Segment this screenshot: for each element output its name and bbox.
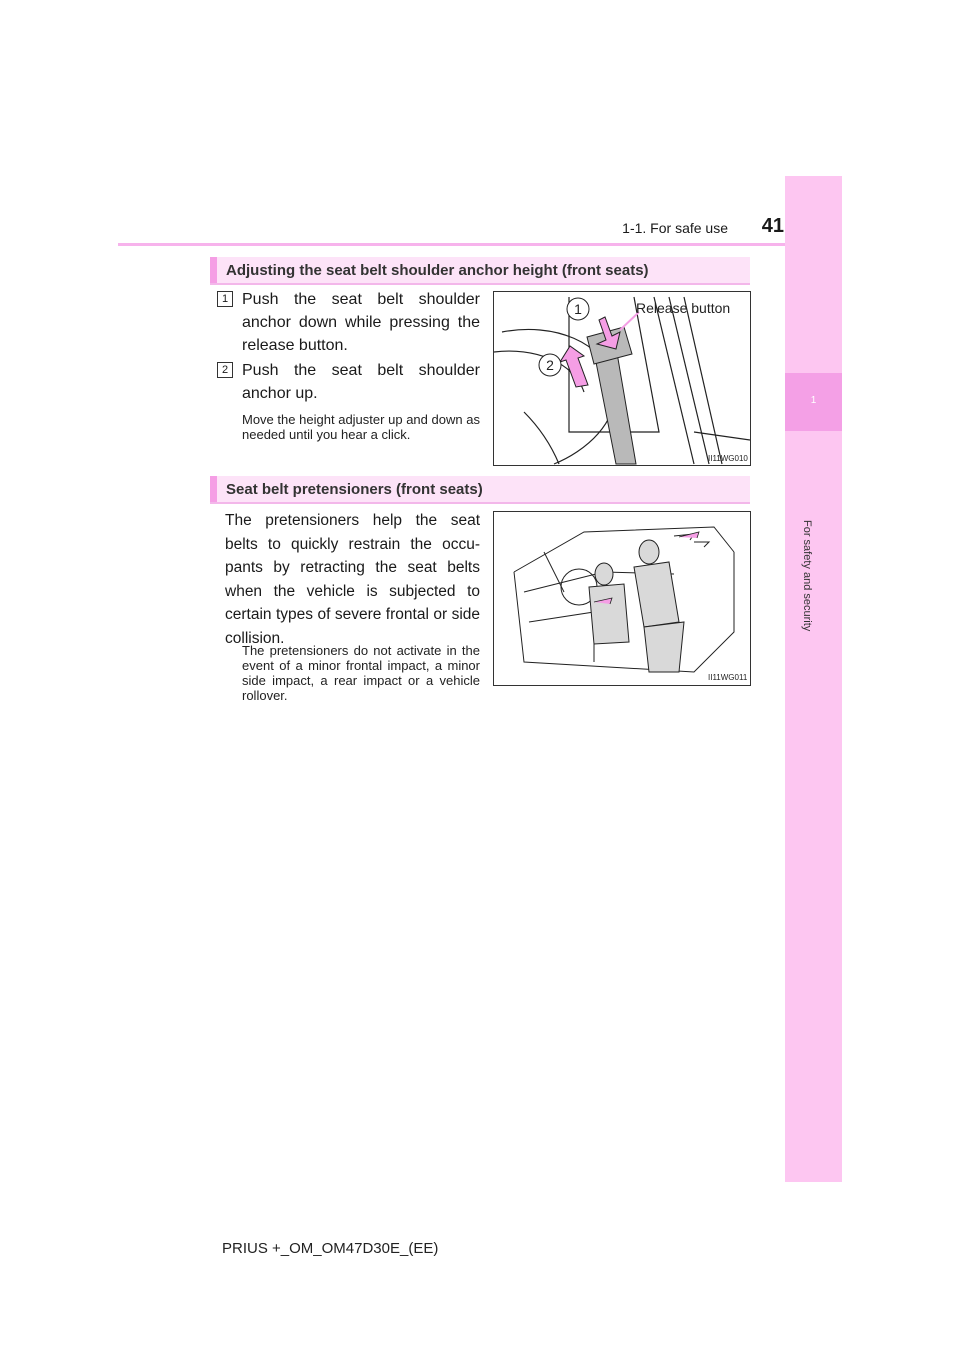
pretensioner-illustration [493, 511, 751, 686]
step-note: Move the height adjuster up and down as needed until you hear a click. [242, 412, 480, 442]
figure-code: II11WG011 [708, 673, 748, 682]
shoulder-anchor-illustration [493, 291, 751, 466]
header-divider [118, 243, 842, 246]
section-heading-text: Adjusting the seat belt shoulder anchor height (front seats) [226, 262, 649, 279]
page-number: 41 [761, 215, 784, 237]
header-section-title: 1-1. For safe use [622, 220, 728, 236]
section-heading-shoulder-anchor [210, 257, 750, 285]
figure-code: II11WG010 [708, 454, 748, 463]
chapter-side-tab [785, 176, 842, 1182]
illustration-callout-2: 2 [546, 357, 554, 373]
shoulder-anchor-drawing [494, 292, 750, 465]
chapter-title: For safety and security [801, 520, 813, 632]
section-heading-text: Seat belt pretensioners (front seats) [226, 481, 483, 498]
section-heading-pretensioners [210, 476, 750, 504]
step-1-marker: 1 [217, 291, 233, 307]
heading-accent-bar [210, 476, 217, 502]
pretensioner-note: The pretensioners do not activate in the event of a minor frontal impact, a minor side impact, a rear impact or a vehicle rollover. [242, 643, 480, 703]
illustration-callout-1: 1 [574, 301, 582, 317]
chapter-number: 1 [810, 395, 817, 406]
release-button-label: Release button [636, 300, 731, 316]
heading-accent-bar [210, 257, 217, 283]
step-1-text: Push the seat belt shoulder anchor down while pressing the release button. [242, 291, 480, 354]
step-2-marker: 2 [217, 362, 233, 378]
step-2-text: Push the seat belt shoulder anchor up. [242, 362, 480, 402]
pretensioner-description: The pretensioners help the seat belts to quickly restrain the occu-pants by retracting the seat belts when the vehicle is subjected to certain types of severe frontal or side collision. [225, 512, 480, 647]
document-id: PRIUS +_OM_OM47D30E_(EE) [222, 1240, 439, 1257]
vehicle-interior-drawing [494, 512, 750, 685]
